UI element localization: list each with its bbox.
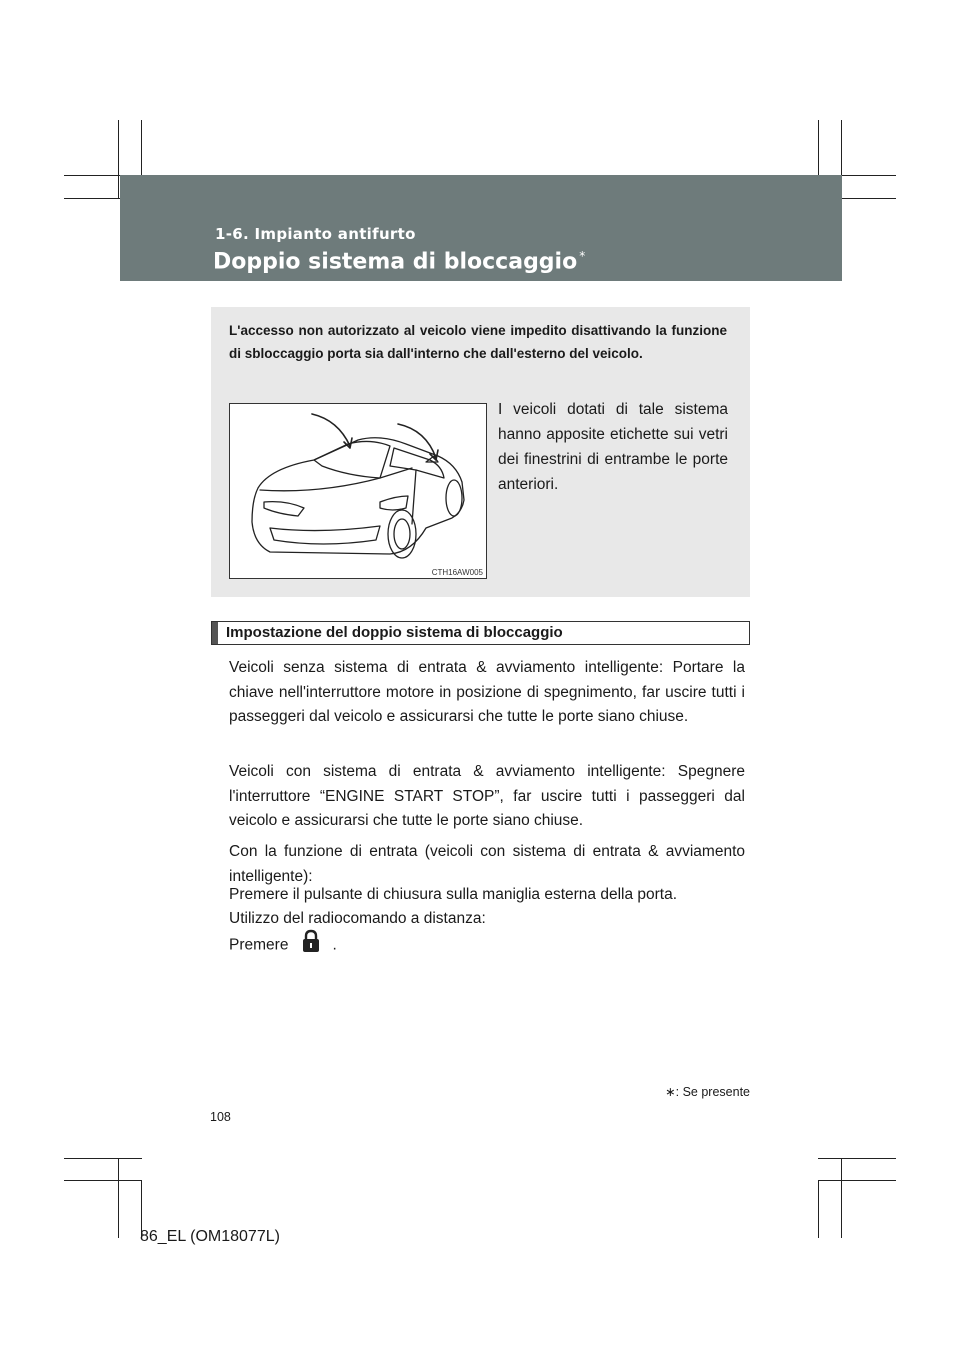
section-label: 1-6. Impianto antifurto: [215, 225, 416, 243]
title-marker: *: [579, 249, 586, 263]
crop-mark: [118, 120, 119, 198]
crop-mark: [64, 1158, 142, 1159]
car-icon: [230, 404, 486, 578]
intro-text: L'accesso non autorizzato al veicolo viene impedito disattivando la funzione di sbloccaggio porta sia dall'interno che dall'esterno del veicolo.: [229, 323, 727, 361]
section-heading: [211, 621, 750, 645]
paragraph-no-smart-key: Veicoli senza sistema di entrata & avviamento intelligente: Portare la chiave nell'interruttore motore in posizione di spegnimento, far uscire tutti i passeggeri dal veicolo e assicurarsi che tutte le porte siano chiuse.: [229, 659, 745, 725]
car-windows-illustration: [229, 403, 487, 579]
paragraph-press: [229, 929, 337, 962]
crop-mark: [818, 1180, 896, 1181]
press-label: Premere: [229, 936, 289, 954]
press-end: .: [332, 936, 337, 954]
crop-mark: [818, 1158, 896, 1159]
illustration-code: CTH16AW005: [431, 568, 483, 577]
lock-icon: [302, 929, 320, 962]
page-title-text: Doppio sistema di bloccaggio: [213, 249, 578, 275]
paragraph-smart-key: Veicoli con sistema di entrata & avviamento intelligente: Spegnere l'interruttore “ENGINE START STOP”, far uscire tutti i passeggeri dal veicolo e assicurarsi che tutte le porte siano chiuse.: [229, 763, 745, 829]
paragraph-remote-control: Utilizzo del radiocomando a distanza:: [229, 910, 486, 927]
page-number: 108: [210, 1110, 231, 1124]
crop-mark: [841, 1158, 842, 1238]
document-code: 86_EL (OM18077L): [140, 1228, 280, 1245]
chapter-header: [120, 175, 842, 281]
crop-mark: [818, 1180, 819, 1238]
side-text: I veicoli dotati di tale sistema hanno apposite etichette sui vetri dei finestrini di entrambe le porte anteriori.: [498, 401, 728, 493]
crop-mark: [64, 1180, 142, 1181]
info-box: [211, 307, 750, 597]
section-heading-text: Impostazione del doppio sistema di bloccaggio: [226, 624, 563, 641]
crop-mark: [118, 1158, 119, 1238]
paragraph-press-lock-button: Premere il pulsante di chiusura sulla maniglia esterna della porta.: [229, 886, 678, 903]
heading-bar: [212, 622, 218, 644]
paragraph-entry-function: Con la funzione di entrata (veicoli con sistema di entrata & avviamento intelligente):: [229, 843, 745, 885]
footnote: ∗: Se presente: [665, 1085, 750, 1099]
page-title: [213, 249, 585, 274]
